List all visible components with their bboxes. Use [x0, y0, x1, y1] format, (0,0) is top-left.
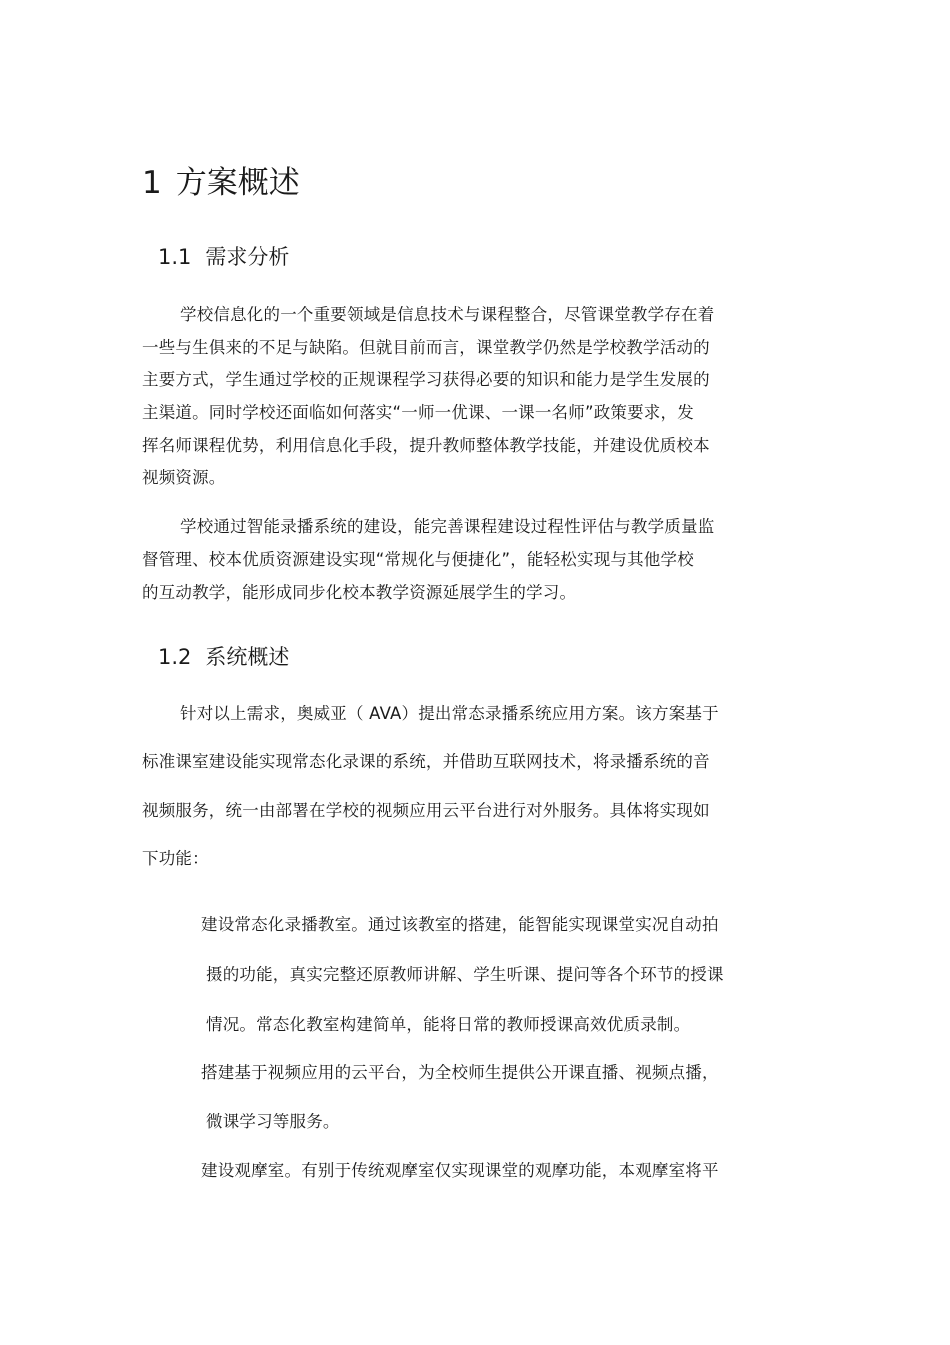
subsection-heading-1-2 — [158, 642, 289, 672]
subsection-number: 1.1 — [158, 245, 192, 269]
text-line: 情况。常态化教室构建简单，能将日常的教师授课高效优质录制。 — [206, 1015, 691, 1034]
section-title: 方案概述 — [175, 165, 300, 201]
text-line: 督管理、校本优质资源建设实现“常规化与便捷化”，能轻松实现与其他学校 — [142, 550, 694, 569]
text-line: 主要方式，学生通过学校的正规课程学习获得必要的知识和能力是学生发展的 — [142, 370, 710, 389]
subsection-number: 1.2 — [158, 645, 192, 669]
text-line: 学校信息化的一个重要领域是信息技术与课程整合，尽管课堂教学存在着 — [180, 305, 715, 324]
text-line: 建设观摩室。有别于传统观摩室仅实现课堂的观摩功能，本观摩室将平 — [201, 1161, 719, 1180]
text-line: 视频服务，统一由部署在学校的视频应用云平台进行对外服务。具体将实现如 — [142, 801, 710, 820]
subsection-title: 需求分析 — [205, 245, 290, 269]
text-line: 微课学习等服务。 — [206, 1112, 340, 1131]
text-line: 一些与生俱来的不足与缺陷。但就目前而言，课堂教学仍然是学校教学活动的 — [142, 338, 710, 357]
text-line: 摄的功能，真实完整还原教师讲解、学生听课、提问等各个环节的授课 — [206, 965, 724, 984]
text-line: 标准课室建设能实现常态化录课的系统，并借助互联网技术，将录播系统的音 — [142, 752, 710, 771]
section-number: 1 — [142, 165, 162, 201]
text-line: 视频资源。 — [142, 468, 226, 487]
text-line: 搭建基于视频应用的云平台，为全校师生提供公开课直播、视频点播， — [201, 1063, 719, 1082]
text-line: 下功能： — [142, 849, 209, 868]
text-line: 主渠道。同时学校还面临如何落实“一师一优课、一课一名师”政策要求，发 — [142, 403, 694, 422]
subsection-title: 系统概述 — [205, 645, 290, 669]
text-line: 学校通过智能录播系统的建设，能完善课程建设过程性评估与教学质量监 — [180, 517, 715, 536]
text-line: 挥名师课程优势，利用信息化手段，提升教师整体教学技能，并建设优质校本 — [142, 436, 710, 455]
text-line: 建设常态化录播教室。通过该教室的搭建，能智能实现课堂实况自动拍 — [201, 915, 719, 934]
section-heading-1 — [142, 163, 300, 203]
text-line: 的互动教学，能形成同步化校本教学资源延展学生的学习。 — [142, 583, 577, 602]
text-line: 针对以上需求，奥威亚（ AVA）提出常态录播系统应用方案。该方案基于 — [180, 704, 719, 723]
subsection-heading-1-1 — [158, 242, 289, 272]
